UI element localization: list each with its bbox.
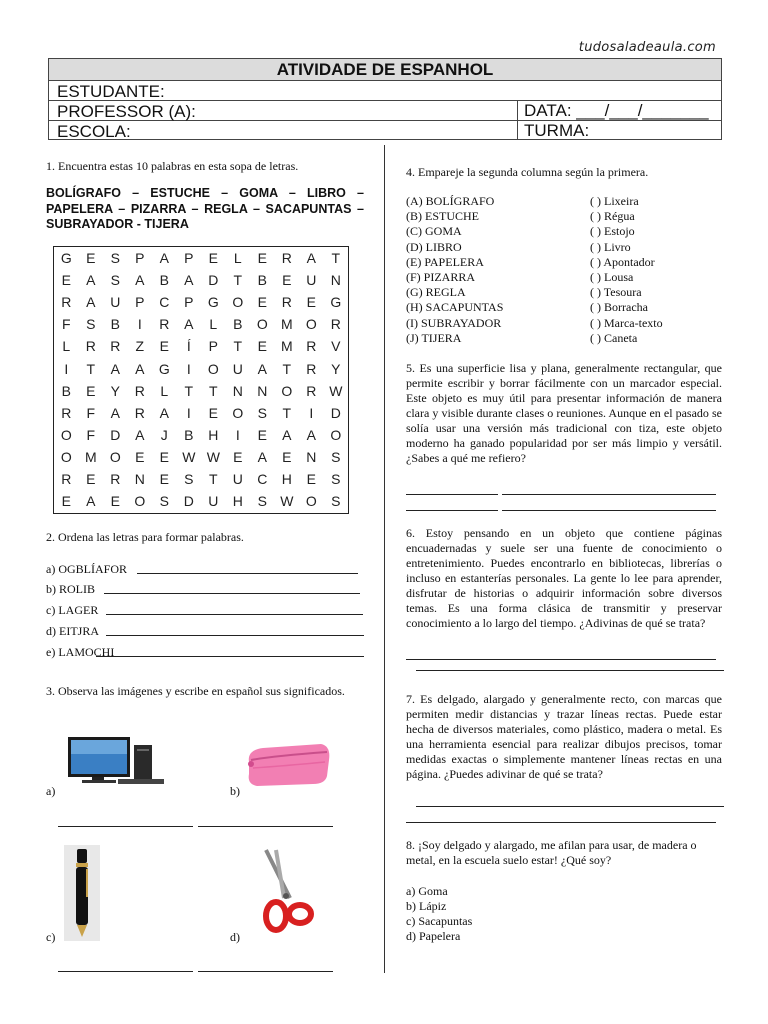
grid-letter[interactable]: Í	[186, 338, 191, 355]
grid-letter[interactable]: H	[281, 471, 292, 487]
grid-letter[interactable]: W	[206, 448, 220, 465]
grid-letter[interactable]: O	[60, 448, 72, 465]
grid-letter[interactable]: I	[309, 404, 314, 421]
worksheet-header	[48, 58, 722, 140]
grid-row	[54, 269, 348, 291]
grid-letter[interactable]: E	[233, 448, 243, 465]
q4-left-item: (D) LIBRO	[406, 239, 462, 254]
grid-letter[interactable]: G	[330, 294, 342, 311]
grid-letter[interactable]: D	[110, 426, 121, 443]
grid-letter[interactable]: A	[110, 404, 120, 421]
grid-letter[interactable]: P	[208, 338, 218, 355]
grid-letter[interactable]: A	[257, 360, 267, 377]
grid-letter[interactable]: N	[306, 448, 317, 465]
grid-letter[interactable]: S	[159, 493, 169, 510]
q4-left-item: (E) PAPELERA	[406, 254, 484, 269]
grid-letter[interactable]: T	[331, 250, 341, 266]
grid-letter[interactable]: R	[281, 294, 292, 311]
q7-answer-line-1[interactable]	[416, 806, 724, 807]
grid-letter[interactable]: B	[184, 426, 194, 443]
q4-left-item: (H) SACAPUNTAS	[406, 300, 504, 315]
q3-label-a: a)	[46, 784, 56, 798]
grid-letter[interactable]: E	[257, 426, 267, 443]
grid-letter[interactable]: E	[282, 272, 292, 289]
q5-text: 5. Es una superficie lisa y plana, generalmente rectangular, que permite escribir y borrar fácilmente con un marcador especial. Este objeto es muy útil para presentar información de manera clara y visible durante clases o reuniones. Aunque en el pasado se solía usar una versión más tradicional con tiza, este objeto moderno ha ganado popularidad por ser más limpio y versátil. ¿Sabes a qué me refiero?	[406, 361, 722, 465]
q8-option-a[interactable]: a) Goma	[406, 884, 448, 898]
grid-letter[interactable]: M	[280, 338, 293, 355]
grid-letter[interactable]: E	[282, 448, 292, 465]
q6-answer-line-1[interactable]	[406, 659, 716, 660]
word-search-grid	[53, 246, 349, 514]
q3-label-c: c)	[46, 930, 56, 944]
grid-letter[interactable]: E	[257, 338, 267, 355]
grid-letter[interactable]: T	[233, 338, 243, 355]
grid-letter[interactable]: O	[305, 316, 317, 333]
grid-letter[interactable]: N	[257, 382, 268, 399]
grid-letter[interactable]: A	[86, 272, 96, 289]
grid-letter[interactable]: W	[329, 382, 343, 399]
q6-answer-line-2[interactable]	[416, 670, 724, 671]
q4-right-item[interactable]: ( ) Caneta	[590, 330, 638, 345]
q7-answer-line-2[interactable]	[406, 822, 716, 823]
grid-letter[interactable]: P	[135, 250, 145, 266]
grid-letter[interactable]: E	[159, 338, 169, 355]
q2-answer-line-e[interactable]	[96, 656, 364, 657]
q2-item-a: a) OGBLÍAFOR	[46, 562, 127, 576]
grid-letter[interactable]: N	[330, 272, 341, 289]
computer-picture	[62, 735, 166, 785]
grid-letter[interactable]: R	[134, 404, 145, 421]
grid-letter[interactable]: B	[233, 316, 243, 333]
grid-letter[interactable]: A	[110, 360, 120, 377]
grid-letter[interactable]: R	[306, 382, 317, 399]
student-label: ESTUDANTE:	[57, 82, 165, 101]
grid-letter[interactable]: I	[137, 316, 142, 333]
grid-letter[interactable]: E	[135, 448, 145, 465]
q4-right-item[interactable]: ( ) Apontador	[590, 254, 655, 269]
grid-letter[interactable]: O	[207, 360, 219, 377]
teacher-row	[49, 101, 721, 121]
grid-letter[interactable]: H	[208, 426, 219, 443]
grid-letter[interactable]: D	[183, 493, 194, 510]
q2-answer-line-a[interactable]	[137, 573, 358, 574]
grid-letter[interactable]: E	[208, 404, 218, 421]
grid-letter[interactable]: S	[331, 471, 341, 487]
grid-row	[54, 446, 348, 468]
grid-letter[interactable]: N	[134, 471, 145, 487]
q8-text: 8. ¡Soy delgado y alargado, me afilan para usar, de madera o metal, en la escuela suelo estar! ¿Qué soy?	[406, 838, 697, 867]
teacher-label: PROFESSOR (A):	[57, 102, 196, 121]
grid-letter[interactable]: D	[208, 272, 219, 289]
grid-letter[interactable]: L	[62, 338, 71, 355]
grid-letter[interactable]: T	[233, 272, 243, 289]
grid-letter[interactable]: B	[110, 316, 120, 333]
grid-letter[interactable]: U	[232, 360, 243, 377]
grid-letter[interactable]: S	[257, 493, 267, 510]
grid-letter[interactable]: A	[135, 360, 145, 377]
q4-prompt: 4. Empareje la segunda columna según la primera.	[406, 165, 649, 179]
q4-left-item: (F) PIZARRA	[406, 270, 476, 284]
grid-letter[interactable]: A	[282, 426, 292, 443]
grid-letter[interactable]: A	[86, 294, 96, 311]
grid-letter[interactable]: I	[64, 360, 69, 377]
grid-letter[interactable]: L	[233, 250, 242, 266]
q4-left-item: (I) SUBRAYADOR	[406, 315, 502, 330]
grid-letter[interactable]: R	[330, 316, 341, 333]
grid-letter[interactable]: T	[282, 404, 292, 421]
site-watermark: tudosaladeaula.com	[578, 40, 716, 55]
grid-letter[interactable]: L	[160, 382, 169, 399]
grid-letter[interactable]: S	[331, 493, 341, 510]
grid-letter[interactable]: A	[135, 272, 145, 289]
q7-text: 7. Es delgado, alargado y generalmente recto, con marcas que permiten medir distancias y trazar líneas rectas. Puede estar hecha de diversos materiales, como plástico, madera o metal. Es una herramienta esencial para realizar dibujos precisos, tomar medidas exactas o simplemente mantener líneas rectas en una página. ¿Puedes adivinar de qué se trata?	[406, 692, 722, 781]
grid-row	[54, 490, 348, 512]
grid-letter[interactable]: S	[110, 272, 120, 289]
grid-letter[interactable]: S	[331, 448, 341, 465]
q3-prompt: 3. Observa las imágenes y escribe en español sus significados.	[46, 684, 345, 698]
grid-letter[interactable]: E	[110, 493, 120, 510]
grid-letter[interactable]: W	[280, 493, 294, 510]
q8-option-c[interactable]: c) Sacapuntas	[406, 914, 473, 928]
grid-letter[interactable]: P	[135, 294, 145, 311]
grid-letter[interactable]: U	[110, 294, 121, 311]
grid-letter[interactable]: G	[158, 360, 170, 377]
grid-row	[54, 380, 348, 402]
grid-letter[interactable]: E	[159, 471, 169, 487]
grid-letter[interactable]: R	[61, 294, 72, 311]
grid-letter[interactable]: A	[86, 493, 96, 510]
grid-letter[interactable]: E	[159, 448, 169, 465]
grid-letter[interactable]: R	[306, 338, 317, 355]
grid-letter[interactable]: T	[86, 360, 96, 377]
grid-letter[interactable]: R	[110, 338, 121, 355]
grid-letter[interactable]: F	[62, 316, 71, 333]
grid-letter[interactable]: A	[184, 272, 194, 289]
grid-letter[interactable]: Y	[331, 360, 341, 377]
q6-text: 6. Estoy pensando en un objeto que contiene páginas encuadernadas y suele ser una fuente de conocimiento o entretenimiento. Puedes encontrarlo en bibliotecas, librerías o incluso en estanterías personales. La gente lo lee para aprender, disfrutar de historias o adquirir información sobre diversos temas. Es una forma clásica de transmitir y preservar conocimiento a lo largo del tiempo. ¿Adivinas de qué se trata?	[406, 526, 722, 630]
grid-letter[interactable]: W	[182, 448, 196, 465]
q4-left-item: (B) ESTUCHE	[406, 209, 479, 224]
grid-letter[interactable]: R	[61, 404, 72, 421]
grid-letter[interactable]: E	[257, 250, 267, 266]
grid-letter[interactable]: H	[232, 493, 243, 510]
worksheet-title: ATIVIDADE DE ESPANHOL	[49, 59, 721, 81]
grid-row	[54, 358, 348, 380]
grid-letter[interactable]: S	[257, 404, 267, 421]
q4-left-item: (C) GOMA	[406, 224, 462, 239]
grid-letter[interactable]: O	[281, 382, 293, 399]
q2-prompt: 2. Ordena las letras para formar palabras.	[46, 530, 244, 544]
q2-answer-line-c[interactable]	[106, 614, 363, 615]
q2-item-d: d) EITJRA	[46, 624, 99, 638]
q2-answer-line-b[interactable]	[104, 593, 360, 594]
q4-left-item: (A) BOLÍGRAFO	[406, 194, 495, 208]
class-label: TURMA:	[517, 121, 589, 139]
grid-letter[interactable]: D	[330, 404, 341, 421]
grid-letter[interactable]: L	[209, 316, 218, 333]
grid-letter[interactable]: A	[159, 404, 169, 421]
q3-answer-line-b[interactable]	[198, 826, 333, 827]
school-row	[49, 121, 721, 139]
grid-letter[interactable]: T	[184, 382, 194, 399]
grid-letter[interactable]: E	[86, 250, 96, 266]
scissors-picture	[256, 848, 316, 934]
grid-letter[interactable]: I	[186, 360, 191, 377]
pencil-case-picture	[243, 740, 333, 788]
grid-row	[54, 335, 348, 357]
student-row	[49, 81, 721, 101]
grid-letter[interactable]: S	[110, 250, 120, 266]
q5-answer-line-1[interactable]	[406, 494, 498, 495]
grid-letter[interactable]: V	[331, 338, 341, 355]
grid-letter[interactable]: O	[232, 294, 244, 311]
grid-letter[interactable]: Z	[135, 338, 145, 355]
q2-answer-line-d[interactable]	[106, 635, 364, 636]
grid-letter[interactable]: E	[306, 294, 316, 311]
grid-letter[interactable]: R	[281, 250, 292, 266]
grid-letter[interactable]: R	[306, 360, 317, 377]
q1-prompt: 1. Encuentra estas 10 palabras en esta sopa de letras.	[46, 159, 299, 173]
grid-letter[interactable]: E	[208, 250, 218, 266]
q4-left-item: (J) TIJERA	[406, 330, 462, 345]
grid-letter[interactable]: I	[186, 404, 191, 421]
grid-letter[interactable]: O	[256, 316, 268, 333]
q3-answer-line-d[interactable]	[198, 971, 333, 972]
grid-letter[interactable]: O	[330, 426, 342, 443]
grid-letter[interactable]: N	[232, 382, 243, 399]
grid-letter[interactable]: I	[235, 426, 240, 443]
grid-letter[interactable]: A	[306, 250, 316, 266]
grid-row	[54, 468, 348, 490]
grid-letter[interactable]: B	[257, 272, 267, 289]
school-label: ESCOLA:	[57, 122, 131, 141]
grid-letter[interactable]: F	[86, 426, 96, 443]
grid-letter[interactable]: A	[257, 448, 267, 465]
grid-row	[54, 313, 348, 335]
q4-right-item[interactable]: ( ) Livro	[590, 239, 631, 254]
q2-item-e: e) LAMOCHI	[46, 645, 115, 659]
date-label: DATA: ___/___/_______	[517, 101, 709, 120]
grid-letter[interactable]: E	[86, 471, 96, 487]
grid-letter[interactable]: T	[209, 471, 218, 487]
grid-letter[interactable]: M	[280, 316, 293, 333]
grid-row	[54, 424, 348, 446]
q4-right-item[interactable]: ( ) Lousa	[590, 270, 634, 284]
q3-answer-line-a[interactable]	[58, 826, 193, 827]
grid-letter[interactable]: R	[85, 338, 96, 355]
grid-letter[interactable]: E	[86, 382, 96, 399]
q2-item-b: b) ROLIB	[46, 582, 95, 596]
grid-letter[interactable]: S	[86, 316, 96, 333]
grid-letter[interactable]: J	[160, 426, 168, 443]
grid-letter[interactable]: O	[60, 426, 72, 443]
grid-letter[interactable]: T	[282, 360, 292, 377]
q2-item-c: c) LAGER	[46, 603, 99, 617]
grid-letter[interactable]: U	[208, 493, 219, 510]
grid-letter[interactable]: C	[159, 294, 170, 311]
q5-answer-line-2[interactable]	[502, 494, 716, 495]
grid-letter[interactable]: R	[61, 471, 72, 487]
q4-right-item[interactable]: ( ) Lixeira	[590, 194, 639, 208]
q3-answer-line-c[interactable]	[58, 971, 193, 972]
grid-letter[interactable]: R	[110, 471, 121, 487]
grid-letter[interactable]: B	[61, 382, 71, 399]
grid-letter[interactable]: O	[109, 448, 121, 465]
grid-letter[interactable]: G	[207, 294, 219, 311]
q4-right-item[interactable]: ( ) Borracha	[590, 300, 648, 315]
grid-letter[interactable]: C	[257, 471, 268, 487]
grid-letter[interactable]: P	[184, 250, 194, 266]
q4-right-item[interactable]: ( ) Tesoura	[590, 285, 642, 300]
grid-letter[interactable]: F	[86, 404, 96, 421]
grid-letter[interactable]: R	[134, 382, 145, 399]
grid-letter[interactable]: E	[61, 272, 71, 289]
grid-letter[interactable]: B	[159, 272, 169, 289]
grid-letter[interactable]: U	[306, 272, 317, 289]
grid-letter[interactable]: S	[184, 471, 194, 487]
pen-picture	[64, 845, 100, 941]
q3-label-b: b)	[230, 784, 240, 798]
grid-letter[interactable]: E	[306, 471, 316, 487]
grid-letter[interactable]: A	[159, 250, 169, 266]
q5-answer-line-3[interactable]	[406, 510, 498, 511]
q4-right-item[interactable]: ( ) Estojo	[590, 224, 635, 239]
q8-option-b[interactable]: b) Lápiz	[406, 899, 447, 913]
q5-answer-line-4[interactable]	[502, 510, 716, 511]
grid-letter[interactable]: A	[184, 316, 194, 333]
grid-letter[interactable]: A	[135, 426, 145, 443]
grid-letter[interactable]: R	[159, 316, 170, 333]
column-divider	[384, 145, 385, 973]
grid-row	[54, 291, 348, 313]
grid-letter[interactable]: A	[306, 426, 316, 443]
q4-right-item[interactable]: ( ) Marca-texto	[590, 315, 663, 330]
grid-letter[interactable]: P	[184, 294, 194, 311]
grid-row	[54, 247, 348, 269]
grid-letter[interactable]: O	[305, 493, 317, 510]
grid-row	[54, 402, 348, 424]
q1-word-list: BOLÍGRAFO – ESTUCHE – GOMA – LIBRO – PAPELERA – PIZARRA – REGLA – SACAPUNTAS – SUBRAYADOR - TIJERA	[46, 186, 364, 231]
grid-letter[interactable]: U	[232, 471, 243, 487]
grid-letter[interactable]: E	[257, 294, 267, 311]
grid-letter[interactable]: M	[84, 448, 97, 465]
grid-letter[interactable]: T	[209, 382, 218, 399]
grid-letter[interactable]: Y	[110, 382, 120, 399]
q8-option-d[interactable]: d) Papelera	[406, 929, 461, 943]
grid-letter[interactable]: O	[134, 493, 146, 510]
grid-letter[interactable]: G	[60, 250, 72, 266]
grid-letter[interactable]: O	[232, 404, 244, 421]
q3-label-d: d)	[230, 930, 240, 944]
q4-left-item: (G) REGLA	[406, 285, 466, 300]
grid-letter[interactable]: E	[61, 493, 71, 510]
q4-right-item[interactable]: ( ) Régua	[590, 209, 635, 224]
